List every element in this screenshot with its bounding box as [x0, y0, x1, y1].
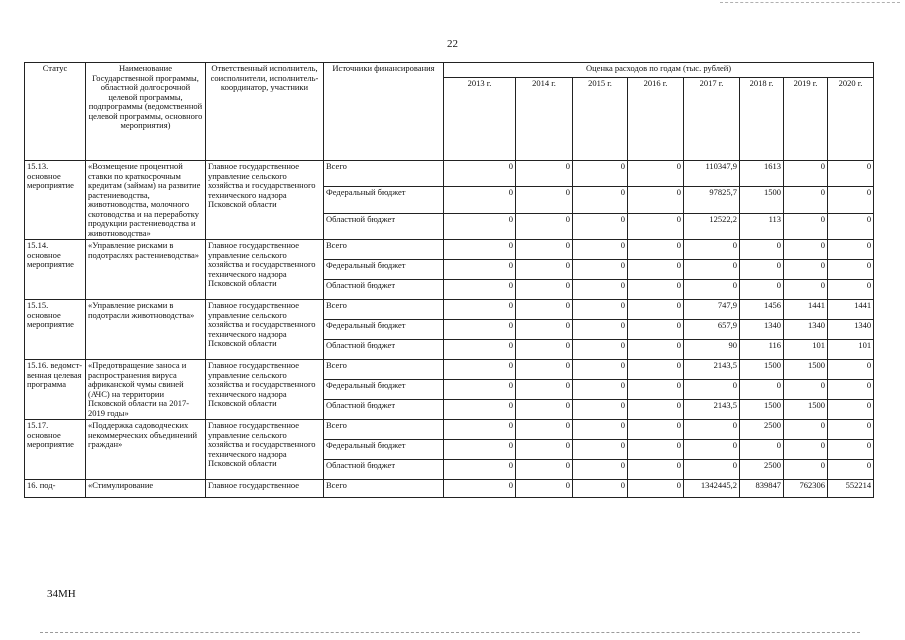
amount-cell: 0 — [573, 213, 628, 239]
table-row — [25, 420, 874, 440]
amount-cell: 0 — [573, 187, 628, 213]
amount-cell: 0 — [784, 213, 828, 239]
amount-cell: 1342445,2 — [684, 480, 740, 498]
amount-cell: 0 — [444, 360, 516, 380]
amount-cell: 0 — [516, 340, 573, 360]
amount-cell: 0 — [444, 300, 516, 320]
scan-edge-top — [720, 2, 900, 3]
amount-cell: 1340 — [784, 320, 828, 340]
amount-cell: 0 — [784, 161, 828, 187]
amount-cell: 0 — [573, 360, 628, 380]
budget-table — [24, 62, 874, 498]
amount-cell: 0 — [573, 460, 628, 480]
responsible-cell: Главное государственное управление сельского хозяйства и государственного технического надзора Псковской области — [206, 240, 324, 300]
amount-cell: 0 — [516, 260, 573, 280]
amount-cell: 0 — [828, 260, 874, 280]
program-status-cell: 15.17. основное мероприятие — [25, 420, 86, 480]
amount-cell: 0 — [573, 340, 628, 360]
program-status-cell: 15.13. основное мероприятие — [25, 161, 86, 240]
amount-cell: 0 — [828, 360, 874, 380]
amount-cell: 0 — [784, 280, 828, 300]
amount-cell: 0 — [740, 380, 784, 400]
amount-cell: 0 — [628, 380, 684, 400]
amount-cell: 1441 — [828, 300, 874, 320]
amount-cell: 0 — [628, 420, 684, 440]
funding-source-cell: Областной бюджет — [324, 213, 444, 239]
amount-cell: 0 — [740, 440, 784, 460]
amount-cell: 0 — [628, 280, 684, 300]
amount-cell: 0 — [444, 320, 516, 340]
amount-cell: 0 — [628, 161, 684, 187]
amount-cell: 0 — [444, 161, 516, 187]
funding-source-cell: Всего — [324, 240, 444, 260]
amount-cell: 1456 — [740, 300, 784, 320]
program-name-cell: «Управление рисками в подотрасли животноводства» — [86, 300, 206, 360]
amount-cell: 0 — [444, 380, 516, 400]
header-year: 2018 г. — [740, 78, 784, 161]
amount-cell: 97825,7 — [684, 187, 740, 213]
table-row — [25, 360, 874, 380]
amount-cell: 0 — [628, 187, 684, 213]
amount-cell: 0 — [684, 380, 740, 400]
amount-cell: 0 — [684, 460, 740, 480]
amount-cell: 101 — [784, 340, 828, 360]
amount-cell: 0 — [628, 480, 684, 498]
amount-cell: 12522,2 — [684, 213, 740, 239]
amount-cell: 1441 — [784, 300, 828, 320]
header-year: 2016 г. — [628, 78, 684, 161]
amount-cell: 0 — [444, 420, 516, 440]
amount-cell: 0 — [516, 400, 573, 420]
amount-cell: 552214 — [828, 480, 874, 498]
amount-cell: 0 — [516, 240, 573, 260]
funding-source-cell: Федеральный бюджет — [324, 260, 444, 280]
responsible-cell: Главное государственное управление сельского хозяйства и государственного технического надзора Псковской области — [206, 420, 324, 480]
amount-cell: 0 — [573, 260, 628, 280]
amount-cell: 0 — [444, 440, 516, 460]
amount-cell: 0 — [444, 460, 516, 480]
amount-cell: 657,9 — [684, 320, 740, 340]
amount-cell: 0 — [573, 320, 628, 340]
amount-cell: 2500 — [740, 420, 784, 440]
amount-cell: 0 — [444, 280, 516, 300]
funding-source-cell: Федеральный бюджет — [324, 380, 444, 400]
program-name-cell: «Стимулирование — [86, 480, 206, 498]
amount-cell: 0 — [444, 480, 516, 498]
table-row — [25, 300, 874, 320]
amount-cell: 0 — [684, 440, 740, 460]
amount-cell: 747,9 — [684, 300, 740, 320]
amount-cell: 0 — [516, 320, 573, 340]
amount-cell: 116 — [740, 340, 784, 360]
amount-cell: 0 — [828, 420, 874, 440]
table-row — [25, 240, 874, 260]
funding-source-cell: Федеральный бюджет — [324, 440, 444, 460]
amount-cell: 0 — [628, 320, 684, 340]
funding-source-cell: Федеральный бюджет — [324, 320, 444, 340]
amount-cell: 0 — [573, 440, 628, 460]
program-status-cell: 15.16. ведомст-венная целевая программа — [25, 360, 86, 420]
funding-source-cell: Всего — [324, 420, 444, 440]
amount-cell: 101 — [828, 340, 874, 360]
program-name-cell: «Управление рисками в подотраслях растениеводства» — [86, 240, 206, 300]
amount-cell: 0 — [628, 400, 684, 420]
amount-cell: 1500 — [740, 360, 784, 380]
amount-cell: 0 — [784, 187, 828, 213]
amount-cell: 0 — [516, 420, 573, 440]
amount-cell: 0 — [684, 420, 740, 440]
amount-cell: 1500 — [740, 187, 784, 213]
amount-cell: 2143,5 — [684, 400, 740, 420]
amount-cell: 0 — [828, 161, 874, 187]
amount-cell: 0 — [740, 260, 784, 280]
amount-cell: 0 — [684, 260, 740, 280]
page-number: 22 — [447, 38, 458, 50]
program-name-cell: «Поддержка садоводческих некоммерческих объединений граждан» — [86, 420, 206, 480]
amount-cell: 1340 — [828, 320, 874, 340]
amount-cell: 0 — [684, 280, 740, 300]
amount-cell: 0 — [628, 213, 684, 239]
amount-cell: 0 — [784, 420, 828, 440]
funding-source-cell: Областной бюджет — [324, 400, 444, 420]
amount-cell: 0 — [573, 300, 628, 320]
amount-cell: 0 — [516, 161, 573, 187]
funding-source-cell: Федеральный бюджет — [324, 187, 444, 213]
amount-cell: 0 — [828, 460, 874, 480]
amount-cell: 0 — [784, 380, 828, 400]
amount-cell: 0 — [628, 360, 684, 380]
amount-cell: 2500 — [740, 460, 784, 480]
funding-source-cell: Областной бюджет — [324, 280, 444, 300]
header-year: 2015 г. — [573, 78, 628, 161]
table-row — [25, 480, 874, 498]
amount-cell: 839847 — [740, 480, 784, 498]
table-row — [25, 161, 874, 187]
amount-cell: 0 — [628, 340, 684, 360]
amount-cell: 0 — [444, 260, 516, 280]
amount-cell: 0 — [573, 161, 628, 187]
amount-cell: 110347,9 — [684, 161, 740, 187]
amount-cell: 0 — [628, 440, 684, 460]
program-name-cell: «Предотвращение заноса и распространения вируса африканской чумы свиней (АЧС) на территории Псковской области на 2017-2019 годы» — [86, 360, 206, 420]
header-year: 2014 г. — [516, 78, 573, 161]
footer-mark: 34МН — [47, 588, 76, 600]
amount-cell: 0 — [828, 213, 874, 239]
amount-cell: 0 — [444, 340, 516, 360]
amount-cell: 0 — [516, 187, 573, 213]
amount-cell: 0 — [573, 280, 628, 300]
funding-source-cell: Всего — [324, 161, 444, 187]
header-program-name: Наименование Государственной программы, областной долгосрочной целевой программы, подпрограммы (ведомственной целевой программы, основного мероприятия) — [86, 63, 206, 161]
responsible-cell: Главное государственное управление сельского хозяйства и государственного технического надзора Псковской области — [206, 161, 324, 240]
amount-cell: 0 — [828, 280, 874, 300]
responsible-cell: Главное государственное управление сельского хозяйства и государственного технического надзора Псковской области — [206, 360, 324, 420]
amount-cell: 0 — [516, 300, 573, 320]
amount-cell: 0 — [784, 440, 828, 460]
amount-cell: 1500 — [784, 360, 828, 380]
amount-cell: 0 — [784, 460, 828, 480]
amount-cell: 0 — [628, 300, 684, 320]
amount-cell: 0 — [444, 240, 516, 260]
amount-cell: 1340 — [740, 320, 784, 340]
amount-cell: 0 — [444, 400, 516, 420]
amount-cell: 0 — [516, 360, 573, 380]
amount-cell: 0 — [573, 240, 628, 260]
amount-cell: 0 — [740, 240, 784, 260]
amount-cell: 0 — [516, 380, 573, 400]
amount-cell: 0 — [828, 400, 874, 420]
funding-source-cell: Всего — [324, 300, 444, 320]
funding-source-cell: Областной бюджет — [324, 340, 444, 360]
amount-cell: 0 — [740, 280, 784, 300]
funding-source-cell: Всего — [324, 480, 444, 498]
amount-cell: 0 — [516, 460, 573, 480]
program-status-cell: 16. под- — [25, 480, 86, 498]
amount-cell: 0 — [828, 380, 874, 400]
amount-cell: 1613 — [740, 161, 784, 187]
responsible-cell: Главное государственное — [206, 480, 324, 498]
amount-cell: 0 — [573, 380, 628, 400]
amount-cell: 0 — [628, 460, 684, 480]
header-year: 2017 г. — [684, 78, 740, 161]
amount-cell: 0 — [516, 213, 573, 239]
amount-cell: 0 — [828, 240, 874, 260]
header-funding-sources: Источники финансирования — [324, 63, 444, 161]
funding-source-cell: Областной бюджет — [324, 460, 444, 480]
amount-cell: 0 — [684, 240, 740, 260]
program-status-cell: 15.15. основное мероприятие — [25, 300, 86, 360]
amount-cell: 0 — [444, 187, 516, 213]
amount-cell: 0 — [573, 480, 628, 498]
funding-source-cell: Всего — [324, 360, 444, 380]
amount-cell: 1500 — [740, 400, 784, 420]
amount-cell: 0 — [516, 280, 573, 300]
amount-cell: 0 — [444, 213, 516, 239]
amount-cell: 0 — [628, 260, 684, 280]
header-year: 2019 г. — [784, 78, 828, 161]
amount-cell: 0 — [828, 187, 874, 213]
scan-edge-bottom — [40, 632, 860, 633]
responsible-cell: Главное государственное управление сельского хозяйства и государственного технического надзора Псковской области — [206, 300, 324, 360]
amount-cell: 1500 — [784, 400, 828, 420]
header-cost-estimate: Оценка расходов по годам (тыс. рублей) — [444, 63, 874, 78]
header-status: Статус — [25, 63, 86, 161]
amount-cell: 0 — [784, 260, 828, 280]
header-responsible: Ответственный исполнитель, соисполнители, исполнитель-координатор, участники — [206, 63, 324, 161]
amount-cell: 0 — [516, 480, 573, 498]
amount-cell: 0 — [573, 400, 628, 420]
amount-cell: 0 — [828, 440, 874, 460]
amount-cell: 0 — [628, 240, 684, 260]
amount-cell: 0 — [784, 240, 828, 260]
amount-cell: 0 — [573, 420, 628, 440]
amount-cell: 762306 — [784, 480, 828, 498]
header-year: 2020 г. — [828, 78, 874, 161]
amount-cell: 113 — [740, 213, 784, 239]
amount-cell: 2143,5 — [684, 360, 740, 380]
amount-cell: 90 — [684, 340, 740, 360]
amount-cell: 0 — [516, 440, 573, 460]
program-status-cell: 15.14. основное мероприятие — [25, 240, 86, 300]
program-name-cell: «Возмещение процентной ставки по краткосрочным кредитам (займам) на развитие растениеводства, животноводства, молочного скотоводства и на переработку продукции растениеводства и животноводства» — [86, 161, 206, 240]
header-year: 2013 г. — [444, 78, 516, 161]
